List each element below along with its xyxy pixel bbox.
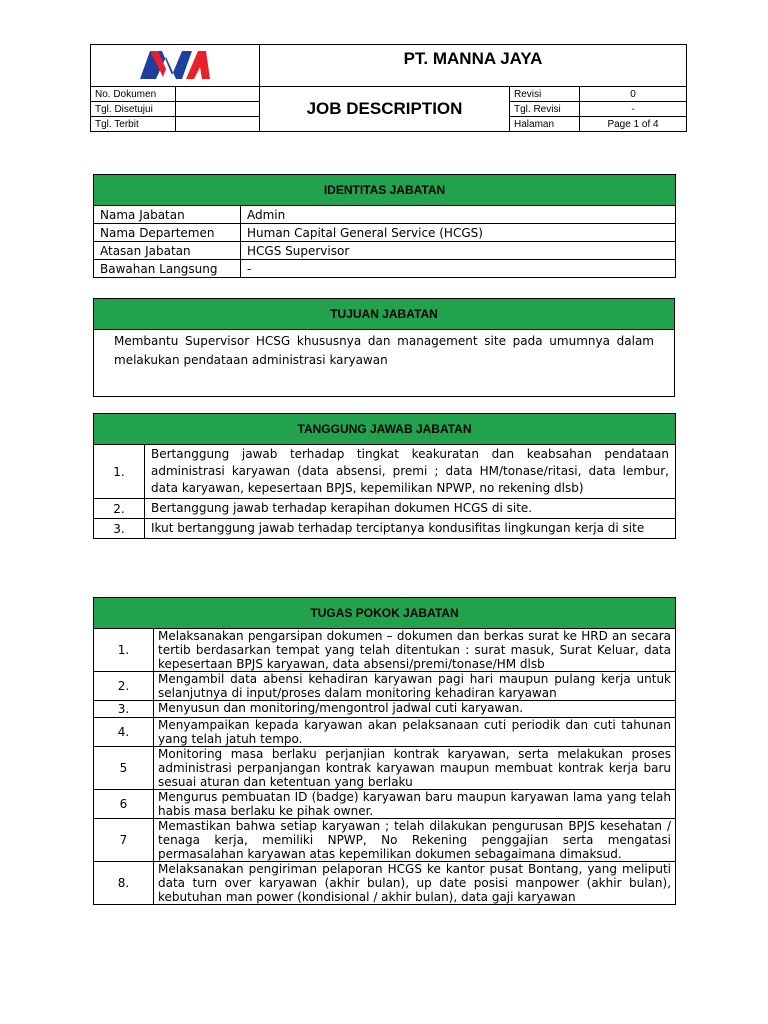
header-value-tgl-terbit bbox=[176, 117, 260, 132]
item-text: Melaksanakan pengarsipan dokumen – dokumen dan berkas surat ke HRD an secara tertib berdasarkan tempat yang telah ditentukan : surat masuk, Surat Keluar, data kepesertaan BPJS karyawan, data absensi/premi/tonase/HM dlsb bbox=[154, 629, 676, 672]
header-label-no-dokumen: No. Dokumen bbox=[91, 87, 176, 102]
identitas-jabatan-title: IDENTITAS JABATAN bbox=[94, 175, 676, 206]
company-name: PT. MANNA JAYA bbox=[260, 45, 687, 87]
item-number: 3. bbox=[94, 519, 145, 539]
table-row bbox=[94, 260, 676, 278]
item-text: Mengurus pembuatan ID (badge) karyawan baru maupun karyawan lama yang telah habis masa berlaku ke pihak owner. bbox=[154, 790, 676, 819]
identitas-value: HCGS Supervisor bbox=[241, 242, 676, 260]
item-number: 2. bbox=[94, 672, 154, 701]
header-value-no-dokumen bbox=[176, 87, 260, 102]
header-label-tgl-revisi: Tgl. Revisi bbox=[510, 102, 580, 117]
table-row bbox=[94, 445, 676, 499]
identitas-label: Nama Jabatan bbox=[94, 206, 241, 224]
item-number: 3. bbox=[94, 701, 154, 718]
table-row bbox=[94, 790, 676, 819]
item-text: Menyusun dan monitoring/mengontrol jadwal cuti karyawan. bbox=[154, 701, 676, 718]
table-row bbox=[94, 499, 676, 519]
identitas-label: Bawahan Langsung bbox=[94, 260, 241, 278]
item-number: 2. bbox=[94, 499, 145, 519]
table-row bbox=[94, 718, 676, 747]
table-row bbox=[94, 672, 676, 701]
identitas-label: Atasan Jabatan bbox=[94, 242, 241, 260]
document-header bbox=[90, 44, 687, 132]
item-number: 8. bbox=[94, 862, 154, 905]
identitas-value: - bbox=[241, 260, 676, 278]
header-value-tgl-disetujui bbox=[176, 102, 260, 117]
header-value-tgl-revisi: - bbox=[580, 102, 687, 117]
header-label-tgl-disetujui: Tgl. Disetujui bbox=[91, 102, 176, 117]
tujuan-jabatan-table bbox=[93, 298, 675, 397]
table-row bbox=[94, 519, 676, 539]
header-label-revisi: Revisi bbox=[510, 87, 580, 102]
table-row bbox=[94, 862, 676, 905]
item-text: Melaksanakan pengiriman pelaporan HCGS ke kantor pusat Bontang, yang meliputi data turn over karyawan (akhir bulan), up date posisi manpower (akhir bulan), kebutuhan man power (kondisional / akhir bulan), data gaji karyawan bbox=[154, 862, 676, 905]
identitas-jabatan-table bbox=[93, 174, 676, 278]
tujuan-jabatan-title: TUJUAN JABATAN bbox=[94, 299, 675, 330]
table-row bbox=[94, 224, 676, 242]
table-row bbox=[94, 747, 676, 790]
item-number: 6 bbox=[94, 790, 154, 819]
header-value-revisi: 0 bbox=[580, 87, 687, 102]
table-row bbox=[94, 206, 676, 224]
document-title: JOB DESCRIPTION bbox=[260, 87, 510, 132]
item-text: Ikut bertanggung jawab terhadap terciptanya kondusifitas lingkungan kerja di site bbox=[145, 519, 676, 539]
item-number: 5 bbox=[94, 747, 154, 790]
item-text: Monitoring masa berlaku perjanjian kontrak karyawan, serta melakukan proses administrasi perpanjangan kontrak karyawan maupun membuat kontrak kerja baru sesuai aturan dan ketentuan yang berlaku bbox=[154, 747, 676, 790]
header-label-tgl-terbit: Tgl. Terbit bbox=[91, 117, 176, 132]
item-number: 1. bbox=[94, 629, 154, 672]
item-text: Mengambil data abensi kehadiran karyawan pagi hari maupun pulang kerja untuk selanjutnya di input/proses dalam monitoring kehadiran karyawan bbox=[154, 672, 676, 701]
table-row bbox=[94, 701, 676, 718]
identitas-value: Human Capital General Service (HCGS) bbox=[241, 224, 676, 242]
tugas-pokok-table bbox=[93, 597, 676, 905]
tanggung-jawab-title: TANGGUNG JAWAB JABATAN bbox=[94, 414, 676, 445]
identitas-label: Nama Departemen bbox=[94, 224, 241, 242]
header-value-halaman: Page 1 of 4 bbox=[580, 117, 687, 132]
item-text: Bertanggung jawab terhadap tingkat keakuratan dan keabsahan pendataan administrasi karyawan (data absensi, premi ; data HM/tonase/ritasi, data lembur, data karyawan, kepesertaan BPJS, kepemilikan NPWP, no rekening dlsb) bbox=[145, 445, 676, 499]
item-number: 7 bbox=[94, 819, 154, 862]
identitas-value: Admin bbox=[241, 206, 676, 224]
manna-jaya-logo-icon bbox=[136, 45, 214, 83]
tanggung-jawab-table bbox=[93, 413, 676, 539]
table-row bbox=[94, 629, 676, 672]
tugas-pokok-title: TUGAS POKOK JABATAN bbox=[94, 598, 676, 629]
company-logo bbox=[91, 45, 260, 87]
item-number: 4. bbox=[94, 718, 154, 747]
table-row bbox=[94, 819, 676, 862]
item-number: 1. bbox=[94, 445, 145, 499]
item-text: Memastikan bahwa setiap karyawan ; telah dilakukan pengurusan BPJS kesehatan / tenaga kerja, memiliki NPWP, No Rekening penggajian serta mengatasi permasalahan karyawan atas kepemilikan dokumen sebagaimana dimaksud. bbox=[154, 819, 676, 862]
item-text: Bertanggung jawab terhadap kerapihan dokumen HCGS di site. bbox=[145, 499, 676, 519]
header-label-halaman: Halaman bbox=[510, 117, 580, 132]
table-row bbox=[94, 242, 676, 260]
tujuan-jabatan-text: Membantu Supervisor HCSG khususnya dan management site pada umumnya dalam melakukan pendataan administrasi karyawan bbox=[94, 330, 675, 397]
item-text: Menyampaikan kepada karyawan akan pelaksanaan cuti periodik dan cuti tahunan yang telah jatuh tempo. bbox=[154, 718, 676, 747]
